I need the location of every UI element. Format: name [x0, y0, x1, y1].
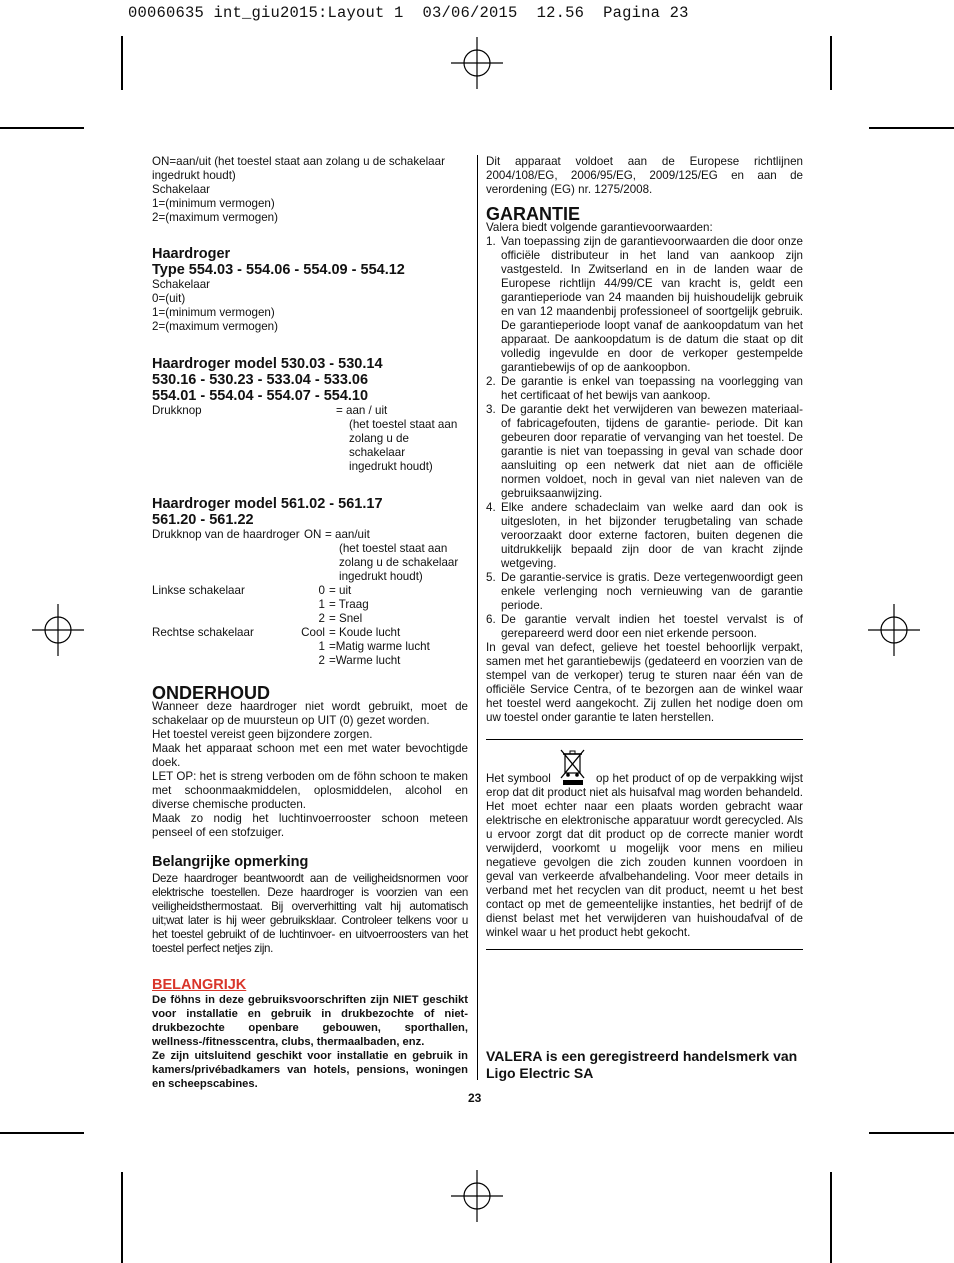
opmerking-heading: Belangrijke opmerking	[152, 854, 309, 870]
list-item: 3. De garantie dekt het verwijderen van bewezen materiaal- of fabricagefouten, tijdens de garantie- periode. Dit kan gebeuren door reparatie of vervanging van het toestel. De garantie is niet van toepassing in geval van schade door aansluiting op een netwerk dat niet aan de officiële normen voldoet, noch in geval van niet naleven van de gebruiksaanwijzing.	[486, 403, 803, 500]
spec-key: 2	[318, 654, 325, 667]
garantie-list	[486, 235, 803, 641]
spec-line: 2=(maximum vermogen)	[152, 320, 278, 333]
belangrijk-text: De föhns in deze gebruiksvoorschriften zijn NIET geschikt voor installatie en gebruik in drukbezochte of niet-drukbezochte openbare gebouwen, sporthallen, wellness-/fitnesscentra, clubs, thermaalbaden, enz.	[152, 994, 468, 1048]
spec-value: = aan / uit	[336, 404, 388, 417]
section-530	[152, 356, 468, 474]
crop-mark	[0, 1132, 84, 1134]
section-title: 554.01 - 554.04 - 554.07 - 554.10	[152, 388, 369, 404]
garantie-intro: Valera biedt volgende garantievoorwaarden:	[486, 221, 713, 234]
crop-mark	[121, 36, 123, 90]
crop-mark	[869, 127, 954, 129]
onderhoud-paragraph: Maak zo nodig het luchtinvoerrooster schoon meteen penseel of een stofzuiger.	[152, 812, 468, 839]
weee-notice	[486, 748, 803, 940]
spec-line: Schakelaar	[152, 278, 211, 291]
column-divider	[477, 155, 478, 1080]
print-slug: 00060635 int_giu2015:Layout 1 03/06/2015 12.56 Pagina 23	[128, 4, 689, 22]
crop-mark	[830, 1172, 832, 1263]
section-title: Haardroger	[152, 246, 231, 262]
intro-block	[152, 155, 468, 225]
intro-line: Schakelaar	[152, 183, 211, 196]
crossed-bin-icon	[560, 748, 586, 786]
opmerking-text: Deze haardroger beantwoordt aan de veiligheidsnormen voor elektrische toestellen. Deze haardroger is voorzien van een veiligheidsthermostaat. Bij oververhitting valt hij automatisch uit;wat later is hij weer gebruiksklaar. Controleer telkens voor u het toestel gebruikt of de luchtinvoer- en uitvoerroosters van het toestel perfect netjes zijn.	[152, 872, 468, 955]
belangrijk-heading: BELANGRIJK	[152, 977, 247, 993]
spec-desc: (het toestel staat aan	[349, 418, 458, 431]
list-item: 1. Van toepassing zijn de garantievoorwaarden die door onze officiële distributeur in het land van aankoop zijn vastgesteld. In Zwitserland en in de landen waar de Europese richtlijn 44/99/CE van kracht is, geldt een garantieperiode van 24 maanden bij huishoudelijk gebruik en van 12 maandenbij professioneel of soortgelijk gebruik. De garantieperiode loopt vanaf de aankoopdatum van het apparaat. De aankoopdatum is de datum die staat op dit volledig ingevulde en door de verkoper gestempelde garantiebewijs of op de aankoopbon.	[486, 235, 803, 374]
registration-mark-icon	[451, 1170, 503, 1222]
spec-value: = uit	[329, 584, 352, 597]
spec-line: 0=(uit)	[152, 292, 186, 305]
intro-line: 2=(maximum vermogen)	[152, 211, 278, 224]
spec-key: Cool	[301, 626, 325, 639]
spec-value: = Snel	[329, 612, 363, 625]
registration-mark-icon	[451, 37, 503, 89]
spec-value: = Koude lucht	[329, 626, 401, 639]
onderhoud-paragraph: Het toestel vereist geen bijzondere zorgen.	[152, 728, 373, 741]
weee-before: Het symbool	[486, 772, 551, 785]
trademark-notice: VALERA is een geregistreerd handelsmerk van Ligo Electric SA	[486, 1048, 798, 1081]
crop-mark	[869, 1132, 954, 1134]
onderhoud-paragraph: LET OP: het is streng verboden om de föhn schoon te maken met schoonmaakmiddelen, oplosmiddelen, alcohol en diverse chemische producten.	[152, 770, 468, 811]
belangrijk-section	[152, 977, 468, 1091]
left-column	[152, 155, 468, 1091]
page-number: 23	[468, 1091, 482, 1105]
section-title: 530.16 - 530.23 - 533.04 - 533.06	[152, 372, 369, 388]
spec-key: ON	[304, 528, 322, 541]
intro-line: 1=(minimum vermogen)	[152, 197, 275, 210]
onderhoud-heading: ONDERHOUD	[152, 683, 271, 703]
divider	[486, 949, 803, 950]
opmerking-section	[152, 854, 468, 956]
divider	[486, 739, 803, 740]
intro-line: ON=aan/uit (het toestel staat aan zolang u de schakelaar ingedrukt houdt)	[152, 155, 445, 182]
spec-desc: (het toestel staat aan	[339, 542, 448, 555]
onderhoud-section	[152, 683, 468, 840]
crop-mark	[830, 36, 832, 90]
onderhoud-paragraph: Maak het apparaat schoon met een met water bevochtigde doek.	[152, 742, 468, 769]
spec-key: 1	[318, 640, 325, 653]
spec-desc: zolang u de schakelaar	[349, 432, 409, 459]
spec-line: 1=(minimum vermogen)	[152, 306, 275, 319]
spec-key: 0	[318, 584, 325, 597]
registration-mark-icon	[868, 604, 920, 656]
spec-value: =Matig warme lucht	[329, 640, 430, 653]
spec-value: = aan/uit	[325, 528, 370, 541]
spec-desc: ingedrukt houdt)	[349, 460, 433, 473]
list-item: 4. Elke andere schadeclaim van welke aard dan ook is uitgesloten, in het bijzonder terugbetaling van schade veroorzaakt door externe factoren, buiten degenen die uitdrukkelijk bepaald zijn door de van kracht zijnde wetgeving.	[486, 501, 803, 570]
spec-label: Drukknop	[152, 404, 202, 417]
section-title: Haardroger model 530.03 - 530.14	[152, 356, 383, 372]
section-title: 561.20 - 561.22	[152, 512, 254, 528]
list-item: 6. De garantie vervalt indien het toestel vervalst is of gerepareerd werd door een niet erkende persoon.	[486, 613, 803, 640]
directive-text: Dit apparaat voldoet aan de Europese richtlijnen 2004/108/EG, 2006/95/EG, 2009/125/EG en aan de verordening (EG) nr. 1275/2008.	[486, 155, 803, 196]
garantie-outro: In geval van defect, gelieve het toestel behoorlijk verpakt, samen met het garantiebewijs (gedateerd en voorzien van de stempel van de verkoper) terug te sturen naar één van de officiële Service Centra, of te bezorgen aan de winkel waar het toestel werd aangekocht. Zij zullen het nodige doen om uw toestel onder garantie te laten herstellen.	[486, 641, 803, 724]
spec-desc: zolang u de schakelaar	[339, 556, 459, 569]
right-column	[486, 155, 803, 1082]
spec-key: 2	[318, 612, 325, 625]
spec-key: 1	[318, 598, 325, 611]
weee-after: op het product of op de verpakking wijst erop dat dit product niet als huisafval mag worden behandeld. Het moet echter naar een plaats worden gebracht waar elektrische en elektronische apparatuur wordt gerecycled. Als u ervoor zorgt dat dit product op de correcte manier wordt verwijderd, voorkomt u mogelijk voor mens en milieu negatieve gevolgen die zich zouden kunnen voordoen in geval van verkeerde afvalbehandeling. Voor meer details in verband met het recyclen van dit product, neemt u het best contact op met de gemeentelijke instanties, het bedrijf of de dienst belast met het verwijderen van huishoudafval of de winkel waar u het product hebt gekocht.	[486, 772, 803, 939]
spec-value: =Warme lucht	[329, 654, 401, 667]
spec-label: Linkse schakelaar	[152, 584, 245, 597]
section-title: Type 554.03 - 554.06 - 554.09 - 554.12	[152, 262, 405, 278]
spec-value: = Traag	[329, 598, 369, 611]
spec-label: Rechtse schakelaar	[152, 626, 254, 639]
list-item: 2. De garantie is enkel van toepassing na voorlegging van het certificaat of het bewijs van aankoop.	[486, 375, 803, 402]
onderhoud-paragraph: Wanneer deze haardroger niet wordt gebruikt, moet de schakelaar op de muursteun op UIT (0) gezet worden.	[152, 700, 468, 727]
belangrijk-text: Ze zijn uitsluitend geschikt voor installatie en gebruik in kamers/privébadkamers van hotels, pensions, woningen en scheepscabines.	[152, 1050, 468, 1090]
spec-label: Drukknop van de haardroger	[152, 528, 300, 541]
section-554	[152, 246, 468, 334]
section-title: Haardroger model 561.02 - 561.17	[152, 496, 383, 512]
garantie-heading: GARANTIE	[486, 204, 580, 224]
section-561	[152, 496, 468, 668]
spec-desc: ingedrukt houdt)	[339, 570, 423, 583]
crop-mark	[121, 1172, 123, 1263]
registration-mark-icon	[32, 604, 84, 656]
crop-mark	[0, 127, 84, 129]
list-item: 5. De garantie-service is gratis. Deze vertegenwoordigt geen enkele verlenging noch vernieuwing van de garantie periode.	[486, 571, 803, 612]
